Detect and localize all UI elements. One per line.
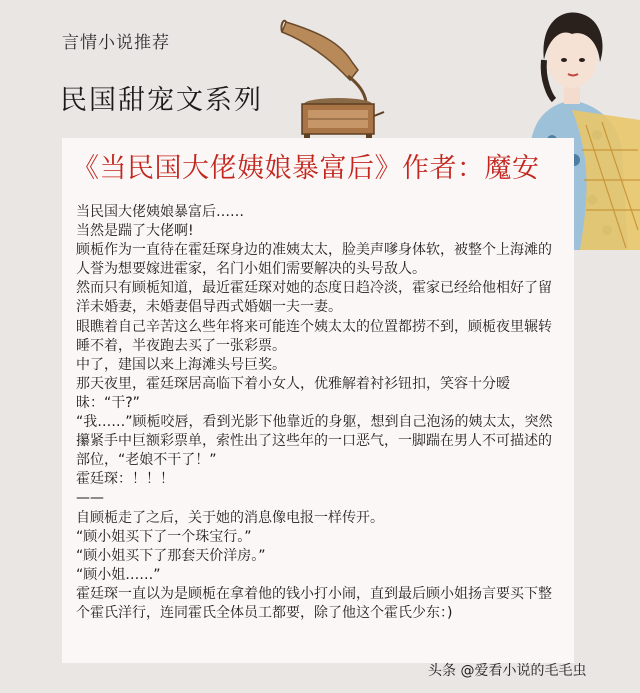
paragraph: 当民国大佬姨娘暴富后…… [76, 204, 244, 220]
watermark: 头条 @爱看小说的毛毛虫 [428, 663, 587, 679]
paragraph: 自顾栀走了之后，关于她的消息像电报一样传开。 [76, 509, 384, 526]
header-subtitle: 言情小说推荐 [62, 33, 170, 53]
gramophone-icon [278, 2, 388, 147]
paragraph: 霍廷琛：！！！ [76, 471, 174, 488]
paragraph: 顾栀作为一直待在霍廷琛身边的准姨太太，脸美声嗲身体软，被整个上海滩的人誉为想要嫁进霍家，名门小姐们需要解决的头号敌人。 [76, 242, 552, 278]
synopsis [76, 203, 562, 623]
paragraph: “我……”顾栀咬唇，看到光影下他靠近的身躯，想到自己泡汤的姨太太，突然攥紧手中巨额彩票单，索性出了这些年的一口恶气，一脚踹在男人不可描述的部位，“老娘不干了！” [76, 414, 553, 469]
book-title: 《当民国大佬姨娘暴富后》作者：魔安 [72, 153, 540, 184]
paragraph: “顾小姐买下了一个珠宝行。” [76, 528, 252, 545]
paragraph: “顾小姐买下了那套天价洋房。” [76, 547, 266, 564]
paragraph: “顾小姐……” [76, 566, 161, 583]
paragraph: 当然是踹了大佬啊! [76, 223, 194, 240]
paragraph: —— [76, 490, 104, 507]
paragraph: 那天夜里，霍廷琛居高临下着小女人，优雅解着衬衫钮扣，笑容十分暧昧：“干?” [76, 375, 510, 411]
paragraph: 中了，建国以来上海滩头号巨奖。 [76, 356, 286, 373]
paragraph: 霍廷琛一直以为是顾栀在拿着他的钱小打小闹，直到最后顾小姐扬言要买下整个霍氏洋行，连同霍氏全体员工都要，除了他这个霍氏少东：) [76, 585, 552, 621]
paragraph: 然而只有顾栀知道，最近霍廷琛对她的态度日趋冷淡，霍家已经给他相好了留洋未婚妻，未婚妻倡导西式婚姻一夫一妻。 [76, 280, 552, 316]
paragraph: 眼瞧着自己辛苦这么些年将来可能连个姨太太的位置都捞不到，顾栀夜里辗转睡不着，半夜跑去买了一张彩票。 [76, 318, 552, 354]
series-title: 民国甜宠文系列 [60, 85, 263, 116]
